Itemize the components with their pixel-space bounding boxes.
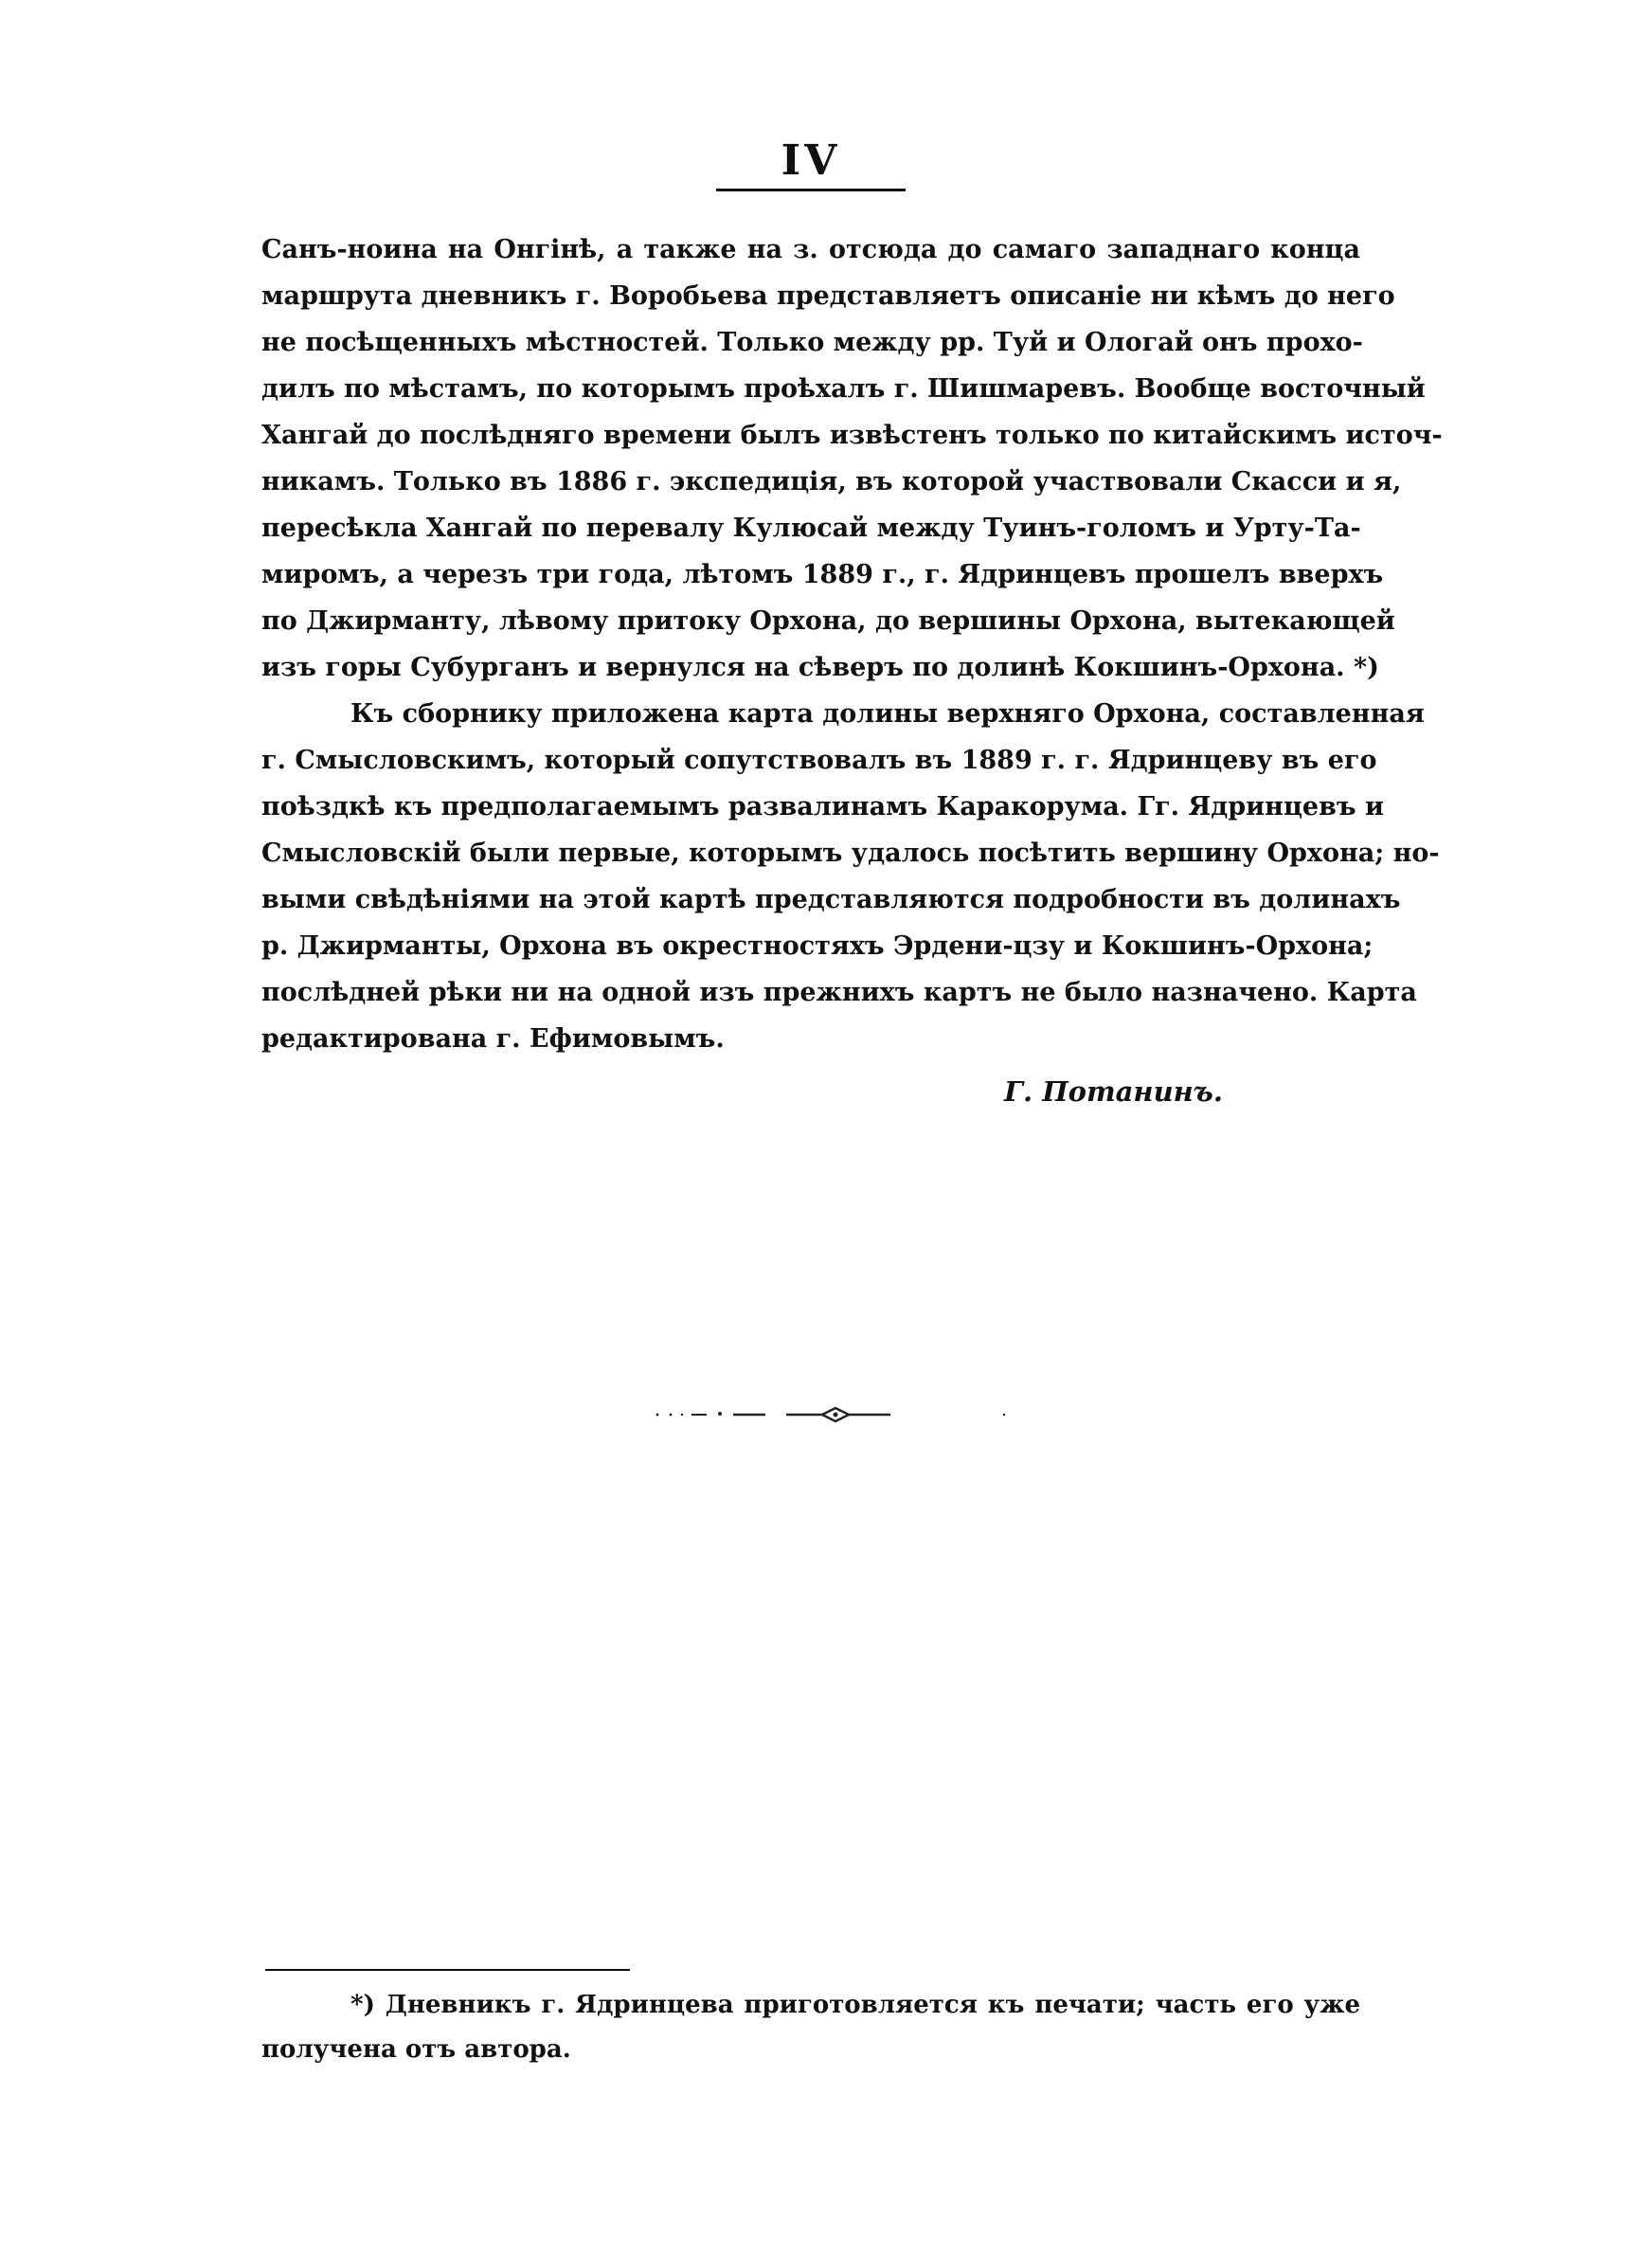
signature: Г. Потанинъ. (1004, 1075, 1223, 1108)
text-line: редактирована г. Ефимовымъ. (261, 1024, 725, 1054)
footnote-line: *) Дневникъ г. Ядринцева приготовляется къ печати; часть его уже (350, 1991, 1360, 2019)
text-line: Санъ-ноина на Онгінѣ, а также на з. отсюда до самаго западнаго конца (261, 235, 1360, 264)
text-line: выми свѣдѣніями на этой картѣ представляются подробности въ долинахъ (261, 885, 1401, 914)
text-line: дилъ по мѣстамъ, по которымъ проѣхалъ г. Шишмаревъ. Вообще восточный (261, 374, 1426, 404)
text-line: р. Джирманты, Орхона въ окрестностяхъ Эрдени-цзу и Кокшинъ-Орхона; (261, 931, 1374, 961)
text-line: г. Смысловскимъ, который сопутствовалъ въ 1889 г. г. Ядринцеву въ его (261, 746, 1377, 775)
text-line: изъ горы Субурганъ и вернулся на сѣверъ по долинѣ Кокшинъ-Орхона. *) (261, 653, 1379, 682)
text-line: никамъ. Только въ 1886 г. экспедиція, въ которой участвовали Скасси и я, (261, 467, 1402, 497)
text-line: Къ сборнику приложена карта долины верхняго Орхона, составленная (350, 699, 1425, 729)
text-line: Хангай до послѣдняго времени былъ извѣстенъ только по китайскимъ источ- (261, 421, 1443, 450)
text-line: пересѣкла Хангай по перевалу Кулюсай между Туинъ-голомъ и Урту-Та- (261, 514, 1361, 543)
text-line: миромъ, а черезъ три года, лѣтомъ 1889 г., г. Ядринцевъ прошелъ вверхъ (261, 560, 1384, 589)
text-line: по Джирманту, лѣвому притоку Орхона, до вершины Орхона, вытекающей (261, 606, 1395, 636)
text-line: маршрута дневникъ г. Воробьева представляетъ описаніе ни кѣмъ до него (261, 281, 1395, 311)
text-line: послѣдней рѣки ни на одной изъ прежнихъ картъ не было назначено. Карта (261, 978, 1417, 1007)
ornament-divider (654, 1400, 1014, 1429)
footnote-rule (265, 1969, 630, 1971)
text-line: Смысловскій были первые, которымъ удалось посѣтить вершину Орхона; но- (261, 839, 1440, 868)
text-line: не посѣщенныхъ мѣстностей. Только между рр. Туй и Ологай онъ прохо- (261, 328, 1363, 357)
page-number: IV (781, 136, 841, 185)
text-line: поѣздкѣ къ предполагаемымъ развалинамъ Каракорума. Гг. Ядринцевъ и (261, 792, 1384, 822)
page-number-rule (716, 189, 906, 191)
footnote-line: получена отъ автора. (261, 2035, 571, 2064)
